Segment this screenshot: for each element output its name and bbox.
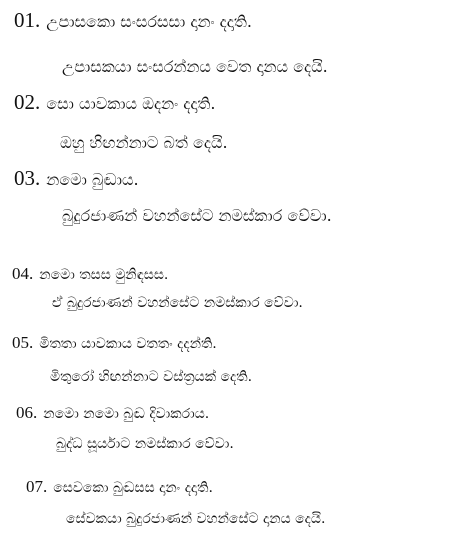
item-7-translation: සේවකයා බුදුරජාණන් වහන්සේට දානය දෙයි.: [66, 511, 326, 527]
pali-sentence: නමො බුඬාය.: [46, 170, 139, 189]
pali-sentence: සො යාවකාය ඔදනං දදාති.: [46, 94, 216, 113]
item-3-pali-line: [14, 168, 139, 189]
item-number: 06.: [16, 403, 38, 422]
item-number: 04.: [12, 264, 34, 283]
pali-sentence: සෙවකො බුඬසස දානං දදාති.: [53, 480, 213, 496]
item-2-pali-line: [14, 92, 216, 113]
item-number: 03.: [14, 166, 41, 190]
item-5-pali-line: [12, 334, 217, 351]
item-number: 07.: [26, 477, 48, 496]
item-4-pali-line: [12, 265, 168, 282]
pali-sentence: නමො තසස මුනිඳසස.: [39, 267, 169, 283]
item-5-translation: මිතුරෝ හිඟන්නාට වස්ත්‍රයක් දෙති.: [50, 369, 253, 385]
item-number: 02.: [14, 90, 41, 114]
item-7-pali-line: [26, 478, 213, 495]
item-6-translation: බුද්ධ සූර්යාට නමස්කාර වේවා.: [56, 436, 234, 452]
item-1-translation: උපාසකයා සංසරන්නය වෙත දානය දෙයි.: [62, 57, 328, 76]
item-2-translation: ඔහු හිඟන්නාට බත් දෙයි.: [60, 133, 228, 152]
pali-sentence: උපාසකො සංසරසසා දානං දදාති.: [46, 12, 252, 31]
item-number: 05.: [12, 333, 34, 352]
pali-sentence: නමො නමො බුඬ දිවාකරාය.: [43, 406, 210, 422]
pali-sentence: මිතතා යාවකාය වතතං දදන්ති.: [39, 336, 217, 352]
item-number: 01.: [14, 8, 41, 32]
item-4-translation: ඒ බුදුරජාණන් වහන්සේට නමස්කාර වේවා.: [52, 295, 303, 311]
item-3-translation: බුදුරජාණන් වහන්සේට නමස්කාර වේවා.: [62, 206, 332, 225]
item-6-pali-line: [16, 404, 209, 421]
item-1-pali-line: [14, 10, 252, 31]
